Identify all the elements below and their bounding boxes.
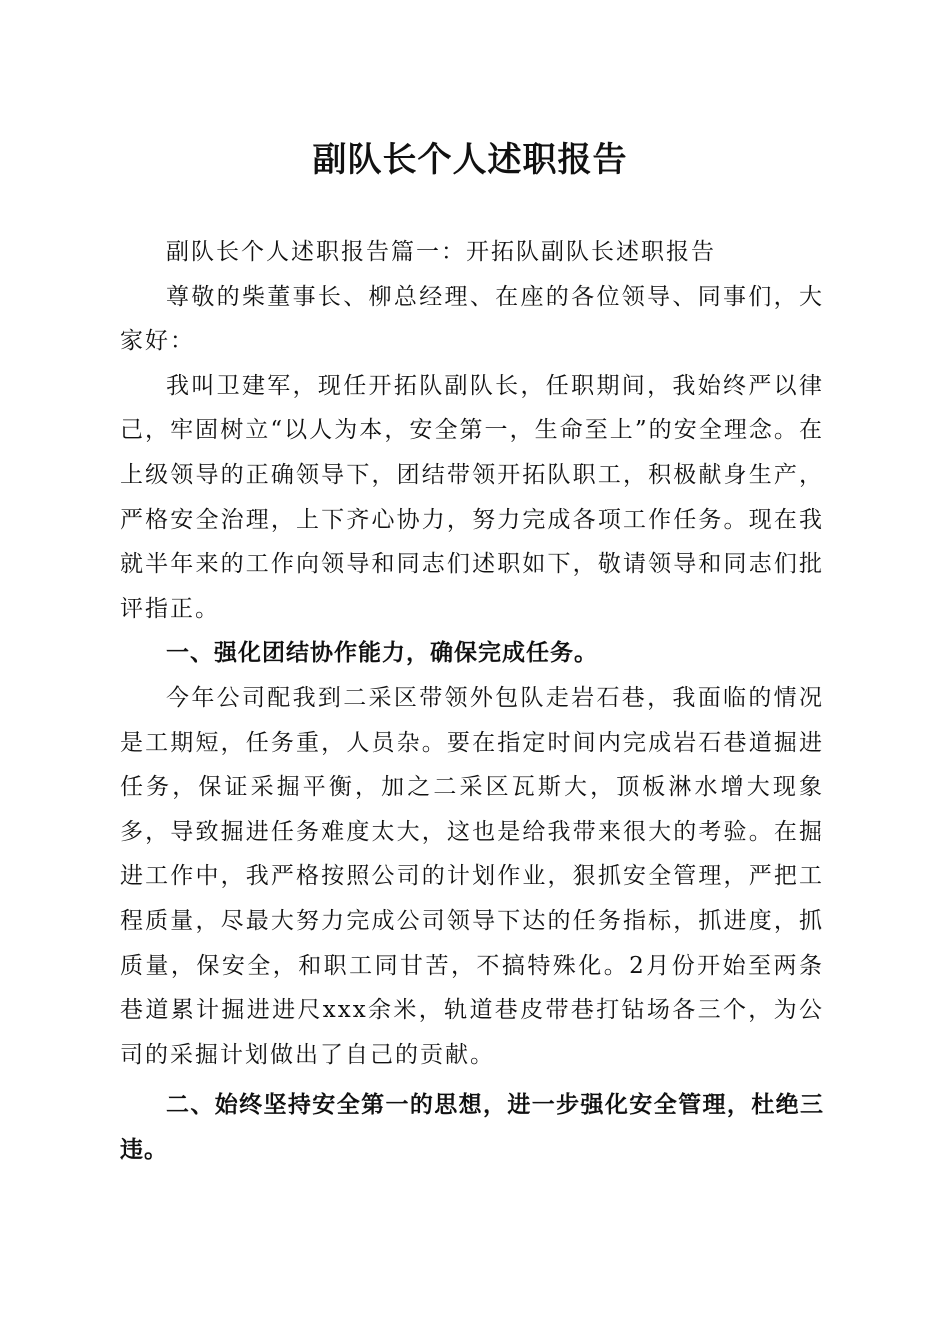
section-1-body: 今年公司配我到二采区带领外包队走岩石巷，我面临的情况是工期短，任务重，人员杂。要在指定时间内完成岩石巷道掘进任务，保证采掘平衡，加之二采区瓦斯大，顶板淋水增大现象多，导致掘进任务难度太大，这也是给我带来很大的考验。在掘进工作中，我严格按照公司的计划作业，狠抓安全管理，严把工程质量，尽最大努力完成公司领导下达的任务指标，抓进度，抓质量，保安全，和职工同甘苦，不搞特殊化。2月份开始至两条巷道累计掘进进尺xxx余米，轨道巷皮带巷打钻场各三个，为公司的采掘计划做出了自己的贡献。 xyxy=(120,684,824,1068)
section-1-heading: 一、强化团结协作能力，确保完成任务。 xyxy=(166,640,598,667)
introduction-paragraph: 我叫卫建军，现任开拓队副队长，任职期间，我始终严以律己，牢固树立“以人为本，安全第一，生命至上”的安全理念。在上级领导的正确领导下，团结带领开拓队职工，积极献身生产，严格安全治理，上下齐心协力，努力完成各项工作任务。现在我就半年来的工作向领导和同志们述职如下，敬请领导和同志们批评指正。 xyxy=(120,372,824,622)
greeting-paragraph: 尊敬的柴董事长、柳总经理、在座的各位领导、同事们，大家好： xyxy=(120,283,824,355)
document-body xyxy=(120,230,824,1172)
intro-subtitle-paragraph: 副队长个人述职报告篇一：开拓队副队长述职报告 xyxy=(166,239,716,265)
section-2-heading: 二、始终坚持安全第一的思想，进一步强化安全管理，杜绝三违。 xyxy=(120,1092,824,1163)
document-title: 副队长个人述职报告 xyxy=(312,140,628,180)
